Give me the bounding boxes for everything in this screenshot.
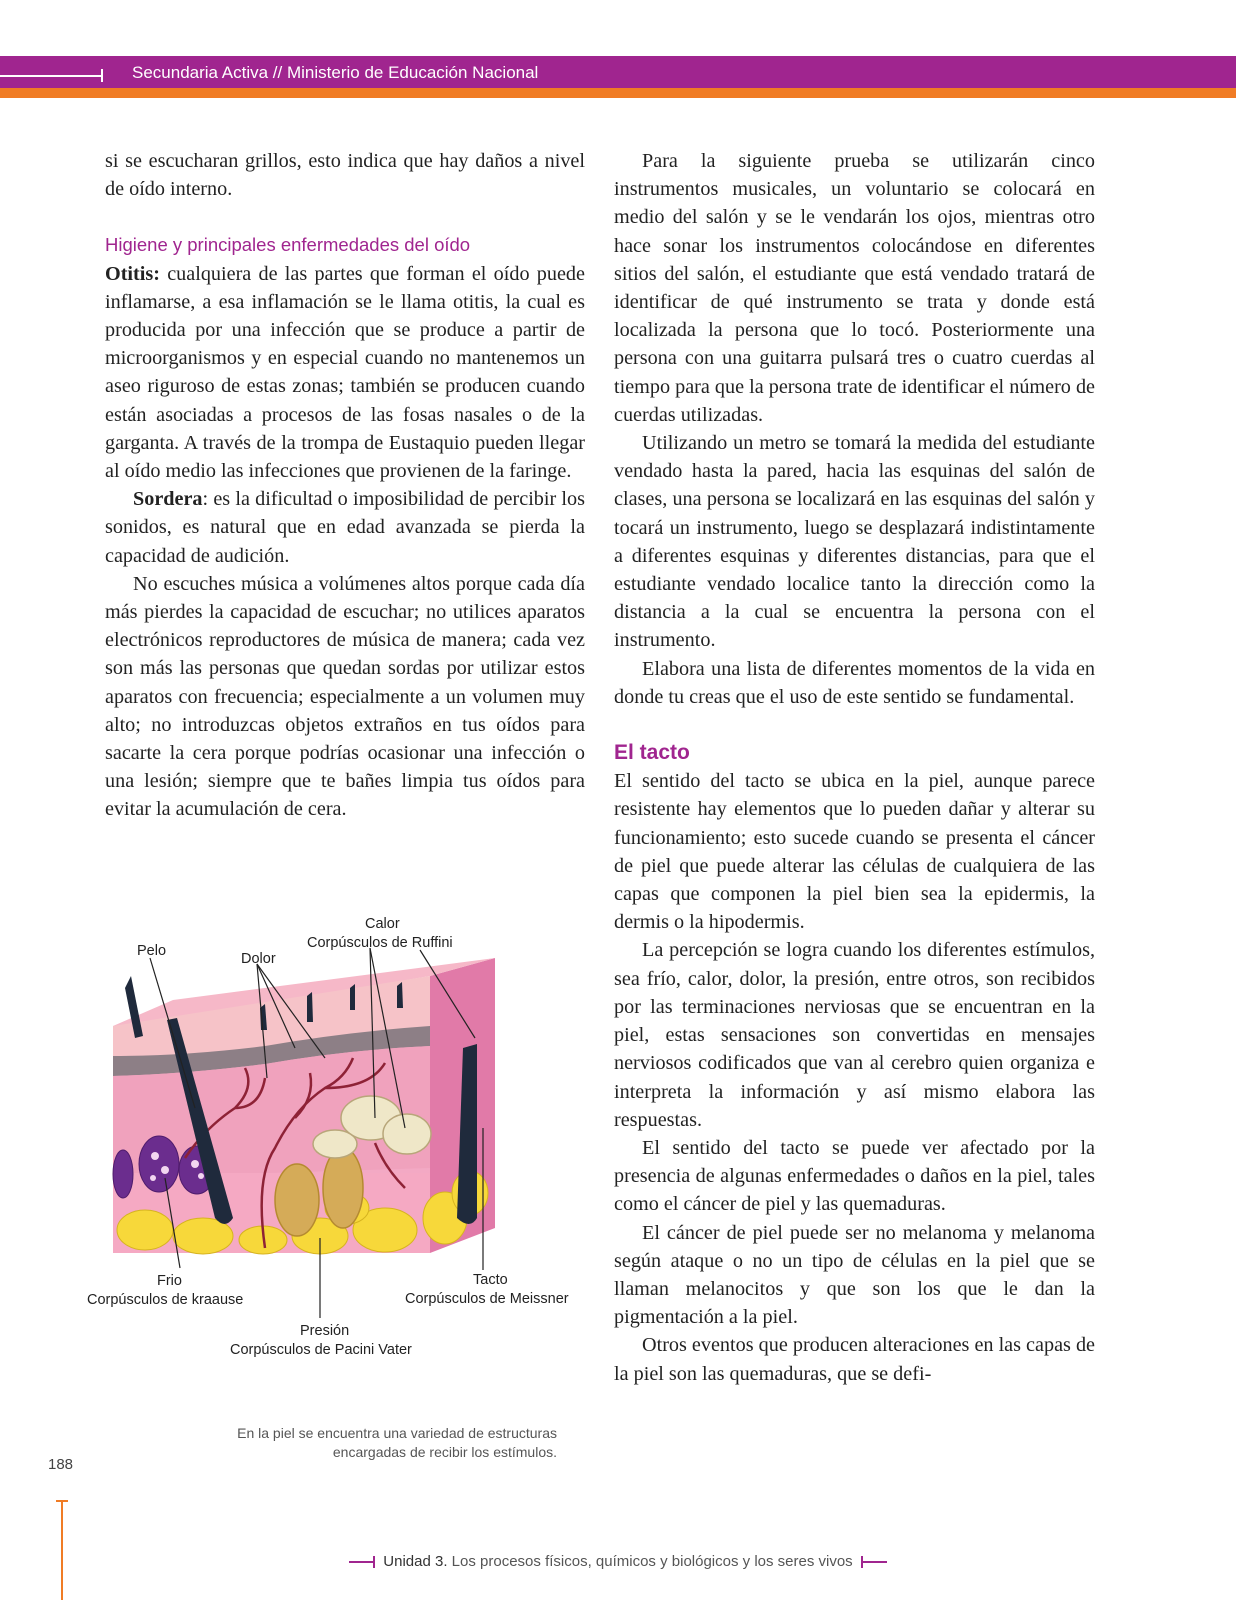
label-krause: Corpúsculos de kraause	[87, 1292, 244, 1308]
skin-diagram	[85, 918, 595, 1388]
margin-rule	[61, 1500, 63, 1600]
right-column	[614, 147, 1095, 1388]
label-tacto: Tacto	[473, 1272, 508, 1288]
term-otitis: Otitis:	[105, 262, 160, 285]
term-sordera: Sordera	[133, 488, 203, 511]
label-dolor: Dolor	[241, 951, 276, 967]
paragraph: si se escucharan grillos, esto indica que hay daños a nivel de oído interno.	[105, 150, 585, 201]
label-presion: Presión	[300, 1323, 350, 1339]
header-accent-stripe	[0, 88, 1236, 98]
figure-caption	[180, 1424, 557, 1462]
paragraph-otitis	[105, 260, 585, 486]
footer-mark-right	[861, 1561, 887, 1563]
label-calor: Calor	[365, 916, 400, 932]
label-frio: Frio	[157, 1273, 182, 1289]
skin-illustration	[85, 918, 595, 1388]
section-title-tacto: El tacto	[614, 741, 690, 765]
label-ruffini: Corpúsculos de Ruffini	[307, 935, 453, 951]
paragraph-sordera	[105, 485, 585, 570]
label-meissner: Corpúsculos de Meissner	[405, 1291, 569, 1307]
paragraph: El sentido del tacto se puede ver afectado por la presencia de algunas enfermedades o daños en la piel, tales como el cáncer de piel y las quemaduras.	[614, 1136, 1095, 1216]
footer-mark-left	[349, 1561, 375, 1563]
header-rule	[0, 75, 103, 77]
paragraph-music: No escuches música a volúmenes altos porque cada día más pierdes la capacidad de escuchar; no utilices aparatos electrónicos reproductores de música de manera; cada vez son más las personas que quedan sordas por utilizar estos aparatos con frecuencia; especialmente a un volumen muy alto; no introduzcas objetos extraños en tus oídos para sacarte la cera porque podrías ocasionar una infección o una lesión; siempre que te bañes limpia tus oídos para evitar la acumulación de cera.	[105, 572, 585, 821]
footer-unit-label: Unidad 3.	[383, 1553, 448, 1570]
paragraph: Otros eventos que producen alteraciones en las capas de la piel son las quemaduras, que se defi-	[614, 1334, 1095, 1385]
header-title: Secundaria Activa // Ministerio de Educación Nacional	[132, 63, 539, 82]
otitis-text: cualquiera de las partes que forman el oído puede inflamarse, a esa inflamación se le llama otitis, la cual es producida por una infección que se produce a partir de microorganismos y en especial cuando no mantenemos un aseo riguroso de estas zonas; también se producen cuando están asociadas a procesos de las fosas nasales o de la garganta. A través de la trompa de Eustaquio pueden llegar al oído medio las infecciones que provienen de la faringe.	[105, 262, 585, 483]
paragraph: Utilizando un metro se tomará la medida del estudiante vendado hasta la pared, hacia las esquinas del salón de clases, una persona se localizará en las esquinas del salón y tocará un instrumento, luego se desplazará indistintamente a diferentes esquinas y diferentes distancias, para que el estudiante vendado localice tanto la dirección como la distancia a la cual se encuentra la persona con el instrumento.	[614, 432, 1095, 652]
page-number: 188	[48, 1456, 74, 1473]
paragraph: La percepción se logra cuando los diferentes estímulos, sea frío, calor, dolor, la presión, entre otros, son recibidos por las terminaciones nerviosas que se encuentran en la piel, estas sensaciones son convertidas en mensajes nerviosos codificados que van al cerebro quien organiza e interpreta la información y así mismo elabora las respuestas.	[614, 939, 1095, 1131]
paragraph: Para la siguiente prueba se utilizarán cinco instrumentos musicales, un voluntario se colocará en medio del salón y se le vendarán los ojos, mientras otro hace sonar los instrumentos colocándose en diferentes sitios del salón, el estudiante que está vendado tratará de identificar de qué instrumento se trata y donde está localizada la persona que lo tocó. Posteriormente una persona con una guitarra pulsará tres o cuatro cuerdas al tiempo para que la persona trate de identificar el número de cuerdas utilizadas.	[614, 150, 1095, 426]
subheading-higiene: Higiene y principales enfermedades del oído	[105, 234, 471, 256]
header-rule-tick	[101, 69, 103, 82]
sordera-text: : es la dificultad o imposibilidad de percibir los sonidos, es natural que en edad avanzada se pierda la capacidad de audición.	[105, 488, 585, 567]
paragraph: Elabora una lista de diferentes momentos de la vida en donde tu creas que el uso de este sentido se fundamental.	[614, 657, 1095, 708]
paragraph: El cáncer de piel puede ser no melanoma y melanoma según ataque o no un tipo de células en la piel que se llaman melanocitos y que son los que le dan la pigmentación a la piel.	[614, 1221, 1095, 1329]
caption-line: encargadas de recibir los estímulos.	[332, 1444, 557, 1460]
left-column	[105, 147, 585, 824]
footer-unit-text: Los procesos físicos, químicos y biológicos y los seres vivos	[447, 1553, 853, 1570]
label-pelo: Pelo	[137, 943, 167, 959]
footer	[0, 1553, 1236, 1570]
paragraph: El sentido del tacto se ubica en la piel, aunque parece resistente hay elementos que lo pueden dañar y alterar su funcionamiento; esto sucede cuando se presenta el cáncer de piel que puede alterar las células de cualquiera de las capas que componen la piel bien sea la epidermis, la dermis o la hipodermis.	[614, 770, 1095, 934]
label-pacini: Corpúsculos de Pacini Vater	[230, 1342, 412, 1358]
caption-line: En la piel se encuentra una variedad de estructuras	[237, 1425, 557, 1441]
